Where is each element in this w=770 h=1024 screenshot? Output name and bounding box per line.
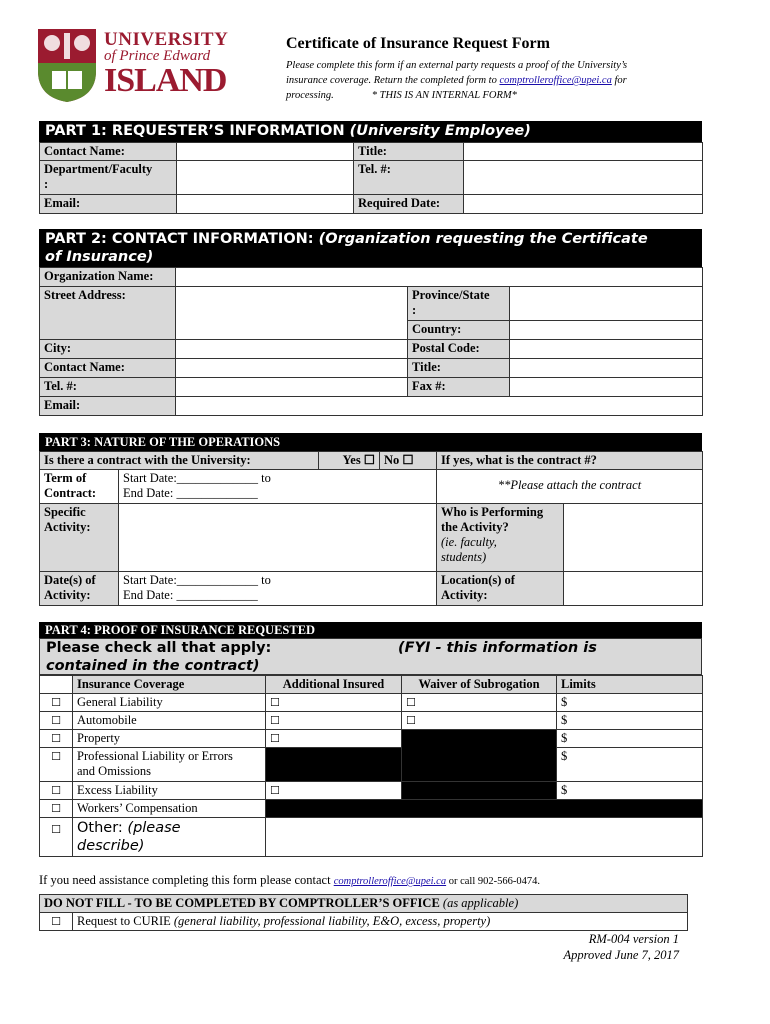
col-limits: Limits [557, 676, 703, 694]
department-field[interactable] [177, 161, 354, 195]
col-insurance-coverage: Insurance Coverage [73, 676, 266, 694]
other-label-italic-2: describe) [77, 838, 145, 854]
general-liability-label: General Liability [73, 694, 266, 712]
logo-line1: UNIVERSITY [104, 29, 229, 50]
comptroller-table [39, 894, 688, 931]
property-limit[interactable]: $ [557, 730, 703, 748]
other-label [73, 818, 266, 857]
city-label: City: [40, 340, 176, 359]
other-checkbox[interactable]: ☐ [40, 818, 73, 857]
part3-table [39, 451, 703, 606]
version-block [400, 931, 679, 963]
specific-activity-label [40, 504, 119, 572]
province-label-colon: : [412, 303, 417, 317]
who-performing-field[interactable] [564, 504, 703, 572]
curie-italic: (general liability, professional liability, E&O, excess, property) [173, 914, 491, 928]
assistance-phone: or call 902-566-0474. [446, 876, 541, 887]
contact-name-label: Contact Name: [40, 143, 177, 161]
blacked-out-cell [266, 748, 402, 782]
excess-liability-label: Excess Liability [73, 782, 266, 800]
who-performing-4: students) [441, 550, 487, 564]
activity-dates-label-1: Date(s) of [44, 573, 96, 587]
coverage-header-row [40, 676, 703, 694]
contract-number-label: If yes, what is the contract #? [437, 452, 703, 470]
tel-field[interactable] [464, 161, 703, 195]
check-all-banner [39, 638, 702, 675]
professional-liability-label-2: and Omissions [77, 764, 151, 778]
intro-line2: insurance coverage. Return the completed form to [286, 75, 500, 86]
property-label: Property [73, 730, 266, 748]
excess-liability-additional-checkbox[interactable]: ☐ [266, 782, 402, 800]
professional-liability-label [73, 748, 266, 782]
fax-field[interactable] [510, 378, 703, 397]
title-field[interactable] [464, 143, 703, 161]
part2-heading-italic: (Organization requesting the Certificate [318, 231, 648, 247]
term-label [40, 470, 119, 504]
city-field[interactable] [176, 340, 408, 359]
street-label: Street Address: [40, 287, 176, 340]
excess-liability-limit[interactable]: $ [557, 782, 703, 800]
coverage-table [39, 675, 703, 857]
specific-activity-field[interactable] [119, 504, 437, 572]
part2-table [39, 267, 703, 416]
province-label [408, 287, 510, 321]
workers-comp-label: Workers’ Compensation [73, 800, 266, 818]
logo-line2: of Prince Edward [104, 48, 211, 64]
department-label [40, 161, 177, 195]
approved-date-text: Approved June 7, 2017 [563, 948, 679, 962]
title-label: Title: [354, 143, 464, 161]
attach-contract-note: **Please attach the contract [437, 470, 703, 504]
general-liability-checkbox[interactable]: ☐ [40, 694, 73, 712]
part2-heading [39, 229, 702, 267]
specific-activity-label-1: Specific [44, 505, 86, 519]
activity-dates-label-2: Activity: [44, 588, 91, 602]
country-field[interactable] [510, 321, 703, 340]
table-row [40, 730, 703, 748]
automobile-waiver-checkbox[interactable]: ☐ [402, 712, 557, 730]
part2-heading-text: PART 2: CONTACT INFORMATION: [45, 231, 319, 247]
crest-icon [36, 27, 98, 103]
logo-line3: ISLAND [104, 62, 227, 99]
workers-comp-checkbox[interactable]: ☐ [40, 800, 73, 818]
term-start-date: Start Date:_____________ to [123, 471, 271, 485]
tel-label: Tel. #: [354, 161, 464, 195]
automobile-label: Automobile [73, 712, 266, 730]
location-label [437, 572, 564, 606]
general-liability-waiver-checkbox[interactable]: ☐ [402, 694, 557, 712]
org-tel-field[interactable] [176, 378, 408, 397]
department-label-colon: : [44, 177, 49, 191]
activity-end-date: End Date: _____________ [123, 588, 258, 602]
postal-label: Postal Code: [408, 340, 510, 359]
part1-heading-text: PART 1: REQUESTER’S INFORMATION [45, 123, 350, 139]
assistance-email-link[interactable]: comptrolleroffice@upei.ca [333, 876, 447, 887]
table-row [40, 748, 703, 782]
assistance-text: If you need assistance completing this form please contact [39, 873, 334, 887]
location-label-1: Location(s) of [441, 573, 515, 587]
do-not-fill-text: DO NOT FILL - TO BE COMPLETED BY COMPTROLLER’S OFFICE [44, 896, 443, 910]
property-additional-checkbox[interactable]: ☐ [266, 730, 402, 748]
general-liability-additional-checkbox[interactable]: ☐ [266, 694, 402, 712]
check-all-text: Please check all that apply: [46, 640, 272, 656]
contact-name-field[interactable] [177, 143, 354, 161]
excess-liability-checkbox[interactable]: ☐ [40, 782, 73, 800]
form-title: Certificate of Insurance Request Form [286, 35, 550, 52]
org-name-label: Organization Name: [40, 268, 176, 287]
required-date-label: Required Date: [354, 195, 464, 214]
part4-heading: PART 4: PROOF OF INSURANCE REQUESTED [39, 622, 702, 638]
part2-heading-italic-2: of Insurance) [45, 249, 154, 265]
location-field[interactable] [564, 572, 703, 606]
professional-liability-limit[interactable]: $ [557, 748, 703, 782]
do-not-fill-heading [40, 895, 688, 913]
col-additional-insured: Additional Insured [266, 676, 402, 694]
postal-field[interactable] [510, 340, 703, 359]
contract-yes-checkbox[interactable]: Yes ☐ [319, 452, 380, 470]
col-waiver-subrogation: Waiver of Subrogation [402, 676, 557, 694]
upei-logo [36, 27, 229, 103]
part1-heading [39, 121, 702, 142]
org-contact-label: Contact Name: [40, 359, 176, 378]
intro-line1: Please complete this form if an external party requests a proof of the University’s [286, 60, 628, 71]
required-date-field[interactable] [464, 195, 703, 214]
country-label: Country: [408, 321, 510, 340]
term-label-2: Contract: [44, 486, 97, 500]
specific-activity-label-2: Activity: [44, 520, 91, 534]
fyi-text: (FYI - this information is [398, 640, 597, 656]
part1-heading-italic: (University Employee) [349, 123, 531, 139]
professional-liability-label-1: Professional Liability or Errors [77, 749, 233, 763]
internal-form-note: * THIS IS AN INTERNAL FORM* [371, 90, 517, 101]
street-field[interactable] [176, 287, 408, 340]
curie-label [73, 913, 688, 931]
part3-heading: PART 3: NATURE OF THE OPERATIONS [39, 433, 702, 451]
org-title-label: Title: [408, 359, 510, 378]
header-blank [40, 676, 73, 694]
other-description-field[interactable] [266, 818, 703, 857]
blacked-out-cell [402, 730, 557, 782]
table-row [40, 818, 703, 857]
other-label-text: Other: [77, 820, 128, 836]
activity-dates-field[interactable] [119, 572, 437, 606]
version-text: RM-004 version 1 [588, 932, 679, 946]
email-field[interactable] [177, 195, 354, 214]
contract-question: Is there a contract with the University: [40, 452, 319, 470]
table-row [40, 694, 703, 712]
automobile-limit[interactable]: $ [557, 712, 703, 730]
property-checkbox[interactable]: ☐ [40, 730, 73, 748]
automobile-checkbox[interactable]: ☐ [40, 712, 73, 730]
comptroller-email-link[interactable]: comptrolleroffice@upei.ca [499, 75, 612, 86]
org-title-field[interactable] [510, 359, 703, 378]
automobile-additional-checkbox[interactable]: ☐ [266, 712, 402, 730]
org-name-field[interactable] [176, 268, 703, 287]
activity-dates-label [40, 572, 119, 606]
intro-line3: processing. [286, 90, 334, 101]
who-performing-label [437, 504, 564, 572]
province-label-text: Province/State [412, 288, 490, 302]
who-performing-3: (ie. faculty, [441, 535, 497, 549]
blacked-out-cell [266, 800, 703, 818]
part1-table [39, 142, 703, 214]
blacked-out-cell [402, 782, 557, 800]
who-performing-1: Who is Performing [441, 505, 544, 519]
fyi-text-2: contained in the contract) [46, 658, 260, 674]
org-email-label: Email: [40, 397, 176, 416]
term-label-1: Term of [44, 471, 87, 485]
intro-line2-end: for [611, 75, 627, 86]
general-liability-limit[interactable]: $ [557, 694, 703, 712]
term-dates-field[interactable] [119, 470, 437, 504]
org-tel-label: Tel. #: [40, 378, 176, 397]
other-label-italic: (please [127, 820, 181, 836]
org-contact-field[interactable] [176, 359, 408, 378]
activity-start-date: Start Date:_____________ to [123, 573, 271, 587]
table-row [40, 800, 703, 818]
curie-text: Request to CURIE [77, 914, 174, 928]
professional-liability-checkbox[interactable]: ☐ [40, 748, 73, 782]
location-label-2: Activity: [441, 588, 488, 602]
department-label-text: Department/Faculty [44, 162, 153, 176]
table-row [40, 712, 703, 730]
term-end-date: End Date: _____________ [123, 486, 258, 500]
who-performing-2: the Activity? [441, 520, 509, 534]
assistance-line [39, 872, 702, 890]
fax-label: Fax #: [408, 378, 510, 397]
table-row [40, 782, 703, 800]
curie-checkbox[interactable]: ☐ [40, 913, 73, 931]
email-label: Email: [40, 195, 177, 214]
contract-no-checkbox[interactable]: No ☐ [380, 452, 437, 470]
province-field[interactable] [510, 287, 703, 321]
org-email-field[interactable] [176, 397, 703, 416]
do-not-fill-italic: (as applicable) [442, 896, 519, 910]
